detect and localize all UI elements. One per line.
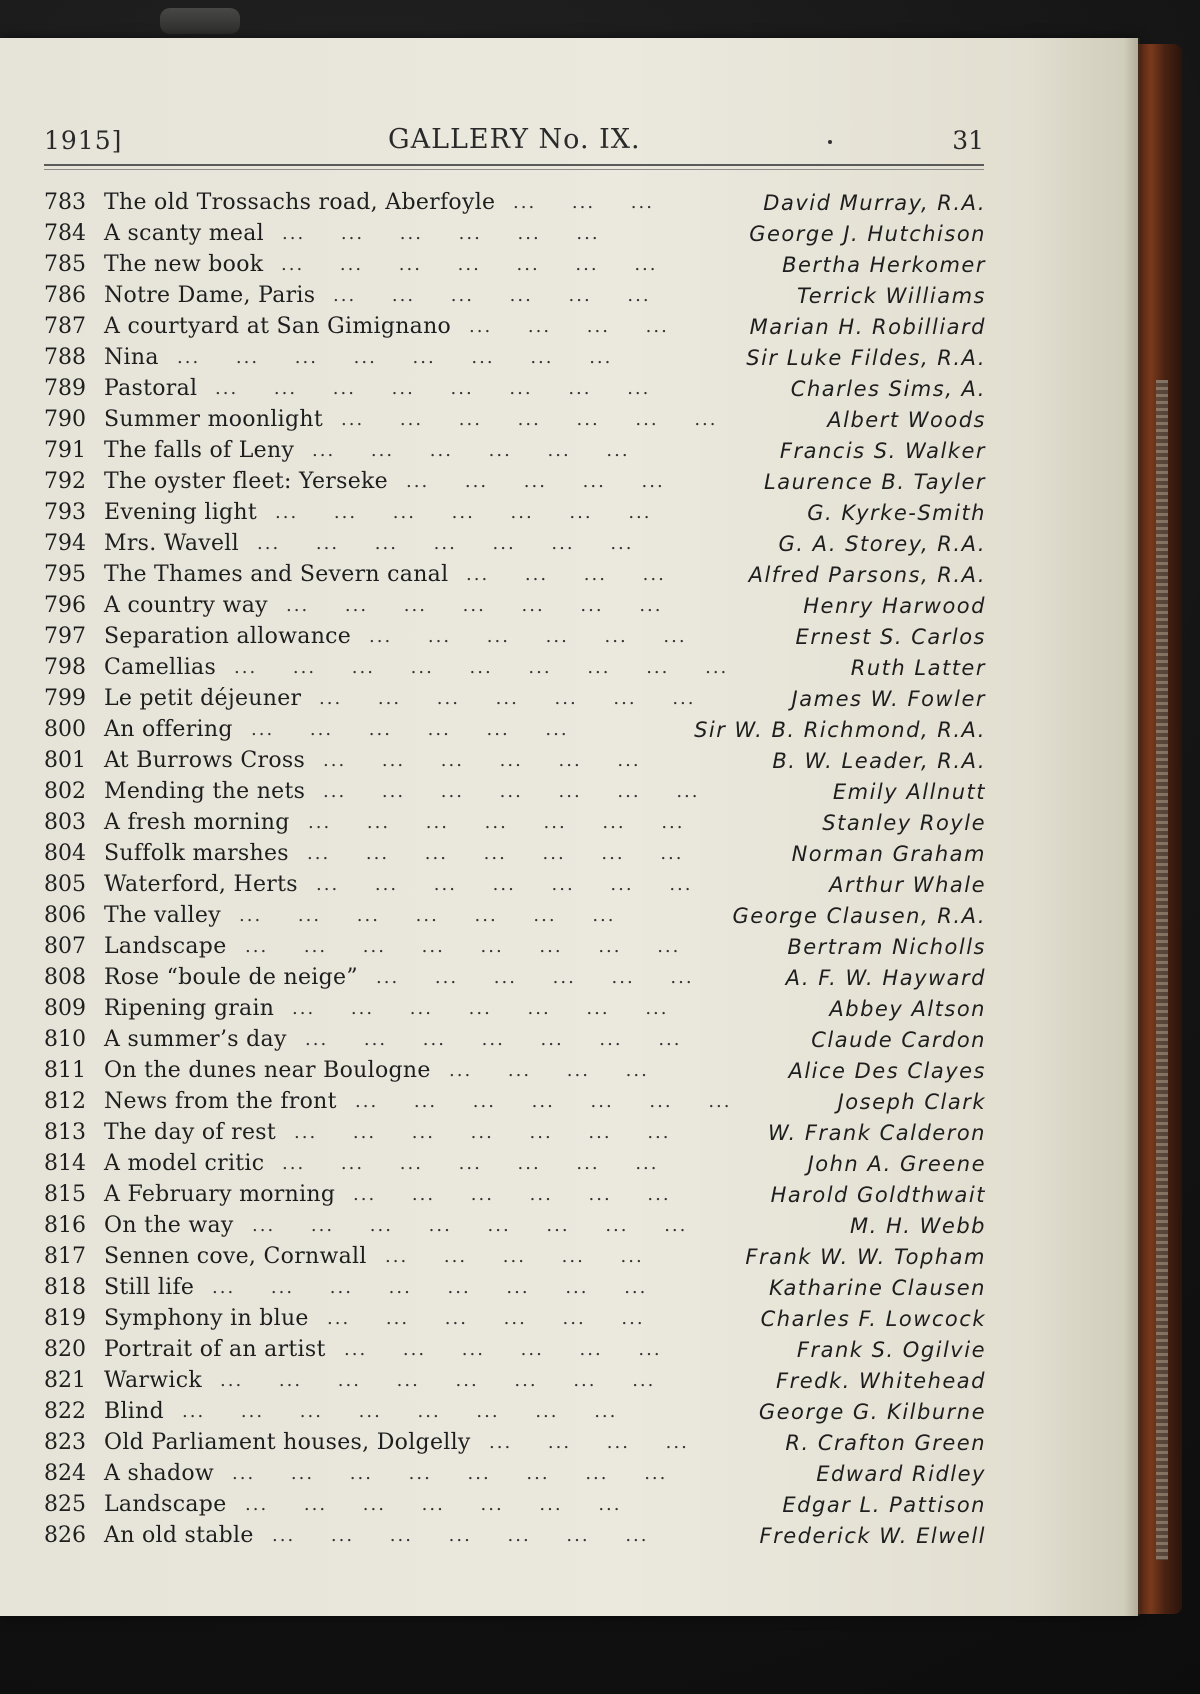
catalogue-entry xyxy=(44,715,986,746)
header-dot xyxy=(828,140,832,144)
entry-number: 815 xyxy=(44,1182,86,1207)
entry-number: 808 xyxy=(44,965,86,990)
catalogue-entry xyxy=(44,1304,986,1335)
entry-number: 813 xyxy=(44,1120,86,1145)
dot-leaders: ... ... ... ... ... ... ... ... xyxy=(212,1277,648,1298)
entry-artist: G. A. Storey, R.A. xyxy=(778,532,986,556)
entry-number: 786 xyxy=(44,283,86,308)
entry-title: Landscape xyxy=(104,1492,227,1517)
catalogue-entry xyxy=(44,343,986,374)
entry-title: Portrait of an artist xyxy=(104,1337,326,1362)
entry-title: A shadow xyxy=(104,1461,215,1486)
entry-title: A summer’s day xyxy=(104,1027,287,1052)
binder-clip-shadow xyxy=(160,8,240,34)
catalogue-entry xyxy=(44,1521,986,1552)
catalogue-entry xyxy=(44,1490,986,1521)
catalogue-entry xyxy=(44,777,986,808)
catalogue-entry xyxy=(44,870,986,901)
catalogue-entry xyxy=(44,374,986,405)
page-edge-shadow xyxy=(1124,38,1140,1616)
entry-title: Pastoral xyxy=(104,376,198,401)
entry-number: 809 xyxy=(44,996,86,1021)
entry-title: Le petit déjeuner xyxy=(104,686,302,711)
entry-title: Ripening grain xyxy=(104,996,275,1021)
entry-title: Notre Dame, Paris xyxy=(104,283,316,308)
entry-number: 807 xyxy=(44,934,86,959)
dot-leaders: ... ... ... ... ... ... ... xyxy=(316,874,693,895)
entry-artist: A. F. W. Hayward xyxy=(785,966,986,990)
entry-number: 805 xyxy=(44,872,86,897)
entry-title: Suffolk marshes xyxy=(104,841,289,866)
catalogue-entry xyxy=(44,1056,986,1087)
entry-number: 803 xyxy=(44,810,86,835)
entry-title: Separation allowance xyxy=(104,624,352,649)
catalogue-entry xyxy=(44,219,986,250)
entry-artist: Abbey Altson xyxy=(829,997,986,1021)
entry-number: 796 xyxy=(44,593,86,618)
header-rule xyxy=(44,164,984,166)
entry-title: At Burrows Cross xyxy=(104,748,306,773)
entry-number: 792 xyxy=(44,469,86,494)
entry-number: 812 xyxy=(44,1089,86,1114)
catalogue-entry xyxy=(44,1428,986,1459)
catalogue-entry xyxy=(44,281,986,312)
gallery-title: GALLERY No. IX. xyxy=(388,124,641,155)
entry-artist: Terrick Williams xyxy=(796,284,986,308)
dot-leaders: ... ... ... ... ... ... ... xyxy=(341,409,718,430)
catalogue-entry xyxy=(44,622,986,653)
entry-title: A country way xyxy=(104,593,268,618)
catalogue-entry xyxy=(44,1242,986,1273)
entry-title: Waterford, Herts xyxy=(104,872,298,897)
catalogue-entry xyxy=(44,188,986,219)
dot-leaders: ... ... ... ... ... ... xyxy=(323,750,641,771)
entry-title: An old stable xyxy=(104,1523,254,1548)
entry-number: 811 xyxy=(44,1058,86,1083)
entry-number: 816 xyxy=(44,1213,86,1238)
catalogue-entry xyxy=(44,1118,986,1149)
dot-leaders: ... ... ... ... ... ... ... ... ... xyxy=(234,657,729,678)
entry-artist: Arthur Whale xyxy=(829,873,986,897)
entry-artist: Sir W. B. Richmond, R.A. xyxy=(694,718,986,742)
catalogue-entry xyxy=(44,746,986,777)
entry-number: 794 xyxy=(44,531,86,556)
entry-title: Sennen cove, Cornwall xyxy=(104,1244,367,1269)
entry-artist: George Clausen, R.A. xyxy=(732,904,986,928)
dot-leaders: ... ... ... ... ... ... xyxy=(376,967,694,988)
spine-page-stack xyxy=(1156,380,1168,1560)
entry-artist: M. H. Webb xyxy=(850,1214,986,1238)
catalogue-entry xyxy=(44,808,986,839)
entry-artist: John A. Greene xyxy=(807,1152,986,1176)
catalogue-entry xyxy=(44,653,986,684)
dot-leaders: ... ... ... ... ... ... ... ... xyxy=(252,1215,688,1236)
catalogue-entry xyxy=(44,1366,986,1397)
catalogue-entry-list xyxy=(44,188,986,1552)
entry-artist: B. W. Leader, R.A. xyxy=(772,749,986,773)
dot-leaders: ... ... ... ... xyxy=(449,1060,649,1081)
dot-leaders: ... ... ... ... ... ... ... xyxy=(275,502,652,523)
entry-title: The day of rest xyxy=(104,1120,277,1145)
entry-title: Warwick xyxy=(104,1368,202,1393)
dot-leaders: ... ... ... ... ... ... ... xyxy=(323,781,700,802)
dot-leaders: ... ... ... ... ... ... ... xyxy=(355,1091,732,1112)
catalogue-entry xyxy=(44,312,986,343)
entry-artist: Marian H. Robilliard xyxy=(749,315,986,339)
dot-leaders: ... ... ... xyxy=(513,192,654,213)
entry-title: The new book xyxy=(104,252,264,277)
entry-number: 814 xyxy=(44,1151,86,1176)
entry-number: 826 xyxy=(44,1523,86,1548)
entry-artist: Joseph Clark xyxy=(837,1090,986,1114)
entry-number: 783 xyxy=(44,190,86,215)
header-year: 1915] xyxy=(44,126,123,155)
dot-leaders: ... ... ... ... ... ... ... xyxy=(281,254,658,275)
dot-leaders: ... ... ... ... ... ... xyxy=(327,1308,645,1329)
catalogue-entry xyxy=(44,1459,986,1490)
dot-leaders: ... ... ... ... ... ... xyxy=(282,223,600,244)
entry-number: 820 xyxy=(44,1337,86,1362)
dot-leaders: ... ... ... ... ... ... ... xyxy=(245,1494,622,1515)
catalogue-entry xyxy=(44,1335,986,1366)
catalogue-entry xyxy=(44,250,986,281)
catalogue-entry xyxy=(44,1211,986,1242)
dot-leaders: ... ... ... ... ... ... ... xyxy=(308,812,685,833)
entry-title: Evening light xyxy=(104,500,258,525)
catalogue-entry xyxy=(44,901,986,932)
entry-number: 785 xyxy=(44,252,86,277)
entry-artist: Henry Harwood xyxy=(803,594,986,618)
entry-artist: Bertha Herkomer xyxy=(782,253,986,277)
dot-leaders: ... ... ... ... ... ... ... xyxy=(286,595,663,616)
entry-artist: George J. Hutchison xyxy=(749,222,986,246)
entry-artist: David Murray, R.A. xyxy=(763,191,986,215)
page-header xyxy=(44,122,984,162)
entry-artist: Frederick W. Elwell xyxy=(759,1524,986,1548)
entry-title: Symphony in blue xyxy=(104,1306,309,1331)
entry-number: 802 xyxy=(44,779,86,804)
dot-leaders: ... ... ... ... xyxy=(466,564,666,585)
entry-artist: Charles F. Lowcock xyxy=(760,1307,986,1331)
catalogue-entry xyxy=(44,839,986,870)
entry-title: Camellias xyxy=(104,655,217,680)
entry-artist: Sir Luke Fildes, R.A. xyxy=(746,346,986,370)
entry-number: 791 xyxy=(44,438,86,463)
dot-leaders: ... ... ... ... ... ... ... xyxy=(257,533,634,554)
catalogue-entry xyxy=(44,684,986,715)
entry-title: Summer moonlight xyxy=(104,407,323,432)
entry-artist: Katharine Clausen xyxy=(768,1276,986,1300)
entry-artist: R. Crafton Green xyxy=(785,1431,986,1455)
entry-number: 821 xyxy=(44,1368,86,1393)
entry-title: The old Trossachs road, Aberfoyle xyxy=(104,190,496,215)
entry-artist: Emily Allnutt xyxy=(832,780,986,804)
entry-number: 806 xyxy=(44,903,86,928)
entry-number: 810 xyxy=(44,1027,86,1052)
dot-leaders: ... ... ... ... ... ... xyxy=(353,1184,671,1205)
entry-artist: Francis S. Walker xyxy=(779,439,986,463)
catalogue-entry xyxy=(44,994,986,1025)
catalogue-entry xyxy=(44,932,986,963)
dot-leaders: ... ... ... ... ... xyxy=(385,1246,644,1267)
entry-artist: Claude Cardon xyxy=(811,1028,986,1052)
entry-artist: Stanley Royle xyxy=(822,811,986,835)
header-rule-secondary xyxy=(44,169,984,170)
entry-title: A courtyard at San Gimignano xyxy=(104,314,452,339)
entry-artist: Fredk. Whitehead xyxy=(776,1369,986,1393)
entry-artist: Laurence B. Tayler xyxy=(764,470,986,494)
entry-artist: Frank S. Ogilvie xyxy=(796,1338,986,1362)
catalogue-entry xyxy=(44,1397,986,1428)
entry-title: The valley xyxy=(104,903,221,928)
entry-title: News from the front xyxy=(104,1089,337,1114)
entry-number: 819 xyxy=(44,1306,86,1331)
dot-leaders: ... ... ... ... ... ... xyxy=(312,440,630,461)
dot-leaders: ... ... ... ... ... ... xyxy=(369,626,687,647)
entry-artist: James W. Fowler xyxy=(791,687,986,711)
dot-leaders: ... ... ... ... ... ... ... xyxy=(282,1153,659,1174)
page-number: 31 xyxy=(952,126,984,155)
entry-number: 788 xyxy=(44,345,86,370)
catalogue-entry xyxy=(44,498,986,529)
catalogue-entry xyxy=(44,560,986,591)
dot-leaders: ... ... ... ... ... ... ... xyxy=(294,1122,671,1143)
dot-leaders: ... ... ... ... ... ... ... ... xyxy=(220,1370,656,1391)
entry-number: 790 xyxy=(44,407,86,432)
entry-number: 784 xyxy=(44,221,86,246)
dot-leaders: ... ... ... ... ... ... ... ... xyxy=(177,347,613,368)
entry-title: A scanty meal xyxy=(104,221,264,246)
entry-artist: Harold Goldthwait xyxy=(770,1183,986,1207)
dot-leaders: ... ... ... ... ... ... ... ... xyxy=(215,378,651,399)
dot-leaders: ... ... ... ... ... ... ... xyxy=(319,688,696,709)
dot-leaders: ... ... ... ... ... ... ... xyxy=(272,1525,649,1546)
entry-title: An offering xyxy=(104,717,233,742)
entry-artist: Alice Des Clayes xyxy=(788,1059,986,1083)
entry-number: 787 xyxy=(44,314,86,339)
dot-leaders: ... ... ... ... ... ... ... ... xyxy=(182,1401,618,1422)
entry-number: 825 xyxy=(44,1492,86,1517)
catalogue-entry xyxy=(44,467,986,498)
catalogue-entry xyxy=(44,591,986,622)
catalogue-entry xyxy=(44,1180,986,1211)
entry-title: Old Parliament houses, Dolgelly xyxy=(104,1430,471,1455)
catalogue-entry xyxy=(44,1087,986,1118)
entry-title: A fresh morning xyxy=(104,810,290,835)
entry-number: 799 xyxy=(44,686,86,711)
entry-number: 801 xyxy=(44,748,86,773)
catalogue-entry xyxy=(44,1149,986,1180)
entry-title: The falls of Leny xyxy=(104,438,295,463)
entry-number: 817 xyxy=(44,1244,86,1269)
entry-title: On the way xyxy=(104,1213,234,1238)
dot-leaders: ... ... ... ... ... ... xyxy=(333,285,651,306)
entry-number: 818 xyxy=(44,1275,86,1300)
entry-artist: G. Kyrke-Smith xyxy=(807,501,986,525)
catalogue-entry xyxy=(44,1273,986,1304)
catalogue-entry xyxy=(44,436,986,467)
entry-title: A February morning xyxy=(104,1182,336,1207)
entry-title: The Thames and Severn canal xyxy=(104,562,449,587)
dot-leaders: ... ... ... ... xyxy=(469,316,669,337)
entry-title: Mrs. Wavell xyxy=(104,531,239,556)
entry-artist: Frank W. W. Topham xyxy=(745,1245,986,1269)
entry-artist: W. Frank Calderon xyxy=(767,1121,986,1145)
entry-number: 822 xyxy=(44,1399,86,1424)
dot-leaders: ... ... ... ... ... ... ... ... xyxy=(245,936,681,957)
entry-title: On the dunes near Boulogne xyxy=(104,1058,431,1083)
entry-number: 793 xyxy=(44,500,86,525)
catalogue-entry xyxy=(44,1025,986,1056)
dot-leaders: ... ... ... ... ... ... ... xyxy=(239,905,616,926)
dot-leaders: ... ... ... ... ... xyxy=(406,471,665,492)
entry-title: The oyster fleet: Yerseke xyxy=(104,469,388,494)
entry-number: 800 xyxy=(44,717,86,742)
entry-number: 789 xyxy=(44,376,86,401)
entry-number: 797 xyxy=(44,624,86,649)
entry-title: Still life xyxy=(104,1275,195,1300)
dot-leaders: ... ... ... ... ... ... ... xyxy=(292,998,669,1019)
dot-leaders: ... ... ... ... ... ... ... xyxy=(307,843,684,864)
entry-title: Mending the nets xyxy=(104,779,306,804)
entry-artist: Ruth Latter xyxy=(850,656,986,680)
entry-artist: George G. Kilburne xyxy=(758,1400,986,1424)
entry-artist: Edgar L. Pattison xyxy=(782,1493,986,1517)
entry-artist: Charles Sims, A. xyxy=(790,377,986,401)
catalogue-entry xyxy=(44,529,986,560)
entry-artist: Edward Ridley xyxy=(816,1462,986,1486)
entry-title: Blind xyxy=(104,1399,164,1424)
entry-artist: Norman Graham xyxy=(791,842,986,866)
dot-leaders: ... ... ... ... ... ... xyxy=(251,719,569,740)
dot-leaders: ... ... ... ... ... ... xyxy=(344,1339,662,1360)
entry-artist: Bertram Nicholls xyxy=(787,935,986,959)
entry-artist: Albert Woods xyxy=(827,408,986,432)
entry-title: Landscape xyxy=(104,934,227,959)
entry-artist: Ernest S. Carlos xyxy=(795,625,986,649)
entry-number: 823 xyxy=(44,1430,86,1455)
dot-leaders: ... ... ... ... ... ... ... ... xyxy=(232,1463,668,1484)
entry-title: A model critic xyxy=(104,1151,265,1176)
entry-number: 824 xyxy=(44,1461,86,1486)
entry-number: 798 xyxy=(44,655,86,680)
catalogue-entry xyxy=(44,405,986,436)
entry-artist: Alfred Parsons, R.A. xyxy=(748,563,986,587)
entry-title: Nina xyxy=(104,345,159,370)
entry-title: Rose “boule de neige” xyxy=(104,965,358,990)
catalogue-entry xyxy=(44,963,986,994)
entry-number: 795 xyxy=(44,562,86,587)
dot-leaders: ... ... ... ... xyxy=(489,1432,689,1453)
entry-number: 804 xyxy=(44,841,86,866)
dot-leaders: ... ... ... ... ... ... ... xyxy=(305,1029,682,1050)
